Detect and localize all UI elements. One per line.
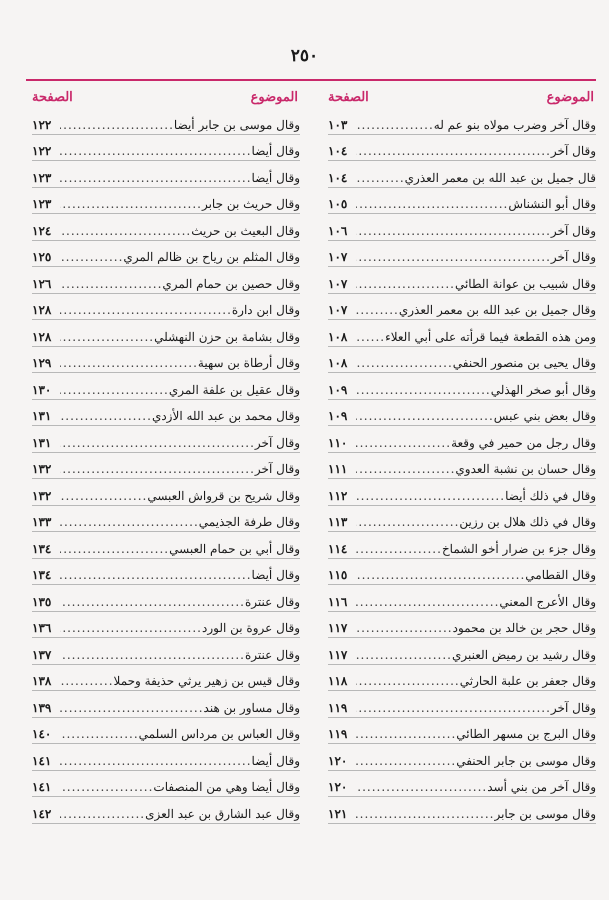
- entry-title: وقال آخر: [550, 223, 596, 238]
- toc-entry: [328, 294, 596, 321]
- toc-entry: [32, 453, 300, 480]
- entry-page-number: ١٣٨: [32, 674, 52, 688]
- entry-page-number: ١٢٤: [32, 223, 52, 238]
- dot-leader: [356, 754, 456, 770]
- entry-page-number: ١٤١: [32, 780, 52, 794]
- entry-page-number: ١١٩: [328, 700, 348, 715]
- entry-title: وقال المثلم بن رياح بن ظالم المري: [123, 250, 300, 264]
- entry-title: وقال أرطاة بن سهية: [197, 356, 300, 370]
- dot-leader: [356, 648, 452, 664]
- entry-page-number: ١٣٤: [32, 568, 52, 582]
- entry-title: وقال عنترة: [244, 594, 300, 609]
- entry-title: وقال حريث بن جابر: [201, 197, 300, 211]
- entry-title: وقال عبد الشارق بن عبد العزى: [145, 806, 300, 821]
- entry-title: وقال ابن دارة: [231, 303, 300, 317]
- toc-entry: [328, 665, 596, 692]
- entry-title: وقال آخر من بني أسد: [487, 780, 596, 794]
- topic-header: الموضوع: [546, 89, 594, 105]
- entry-page-number: ١٢٠: [328, 780, 348, 794]
- dot-leader: [60, 356, 198, 372]
- dot-leader: [60, 303, 232, 319]
- toc-entry: [32, 188, 300, 215]
- entry-title: وقال أيضا: [251, 144, 300, 158]
- entry-page-number: ١٤٢: [32, 806, 52, 821]
- entry-title: وقال آخر: [254, 462, 300, 476]
- dot-leader: [356, 621, 453, 637]
- entry-title: وقال جعفر بن علبة الحارثي: [459, 674, 596, 688]
- entry-title: وقال موسى بن جابر أيضا: [173, 117, 300, 132]
- toc-column-right: [328, 86, 596, 824]
- toc-entry: [32, 585, 300, 612]
- toc-entry: [32, 347, 300, 374]
- entry-page-number: ١٣١: [32, 435, 52, 450]
- toc-entry: [328, 188, 596, 215]
- entry-page-number: ١٠٤: [328, 170, 348, 185]
- toc-entry: [32, 744, 300, 771]
- dot-leader: [60, 118, 174, 134]
- entry-page-number: ١٣٧: [32, 647, 52, 662]
- toc-entry: [328, 426, 596, 453]
- page-header: الصفحة: [328, 89, 369, 105]
- entry-page-number: ١١٠: [328, 435, 348, 450]
- entry-title: قال جميل بن عبد الله بن معمر العذري: [404, 170, 596, 185]
- entry-page-number: ١٢٣: [32, 197, 52, 211]
- entry-page-number: ١٠٩: [328, 409, 348, 423]
- dot-leader: [356, 674, 460, 690]
- dot-leader: [60, 595, 245, 611]
- entry-page-number: ١٣٩: [32, 700, 52, 715]
- toc-entry: [328, 771, 596, 798]
- toc-entry: [328, 453, 596, 480]
- toc-entry: [328, 320, 596, 347]
- toc-entry: [328, 479, 596, 506]
- toc-entry: [328, 267, 596, 294]
- dot-leader: [356, 436, 451, 452]
- dot-leader: [356, 701, 551, 717]
- dot-leader: [356, 515, 459, 531]
- entry-title: وقال يحيى بن منصور الحنفي: [452, 356, 596, 370]
- entry-title: وقال آخر: [550, 250, 596, 264]
- toc-entry: [328, 532, 596, 559]
- page-header: الصفحة: [32, 89, 73, 105]
- entry-page-number: ١٣٣: [32, 515, 52, 529]
- toc-entry: [32, 267, 300, 294]
- entry-page-number: ١٣٠: [32, 382, 52, 397]
- dot-leader: [356, 383, 491, 399]
- entry-page-number: ١٢٨: [32, 329, 52, 344]
- toc-entry: [32, 559, 300, 586]
- entry-page-number: ١٤٠: [32, 727, 52, 741]
- dot-leader: [356, 780, 487, 796]
- toc-entry: [32, 241, 300, 268]
- toc-entry: [328, 797, 596, 824]
- entry-page-number: ١١١: [328, 462, 348, 476]
- entry-page-number: ١٠٧: [328, 303, 348, 317]
- toc-entry: [328, 347, 596, 374]
- toc-entry: [328, 161, 596, 188]
- entry-title: وقال أيضا: [251, 753, 300, 768]
- toc-entry: [328, 108, 596, 135]
- entry-page-number: ١٢٦: [32, 276, 52, 291]
- entry-page-number: ١١٢: [328, 488, 348, 503]
- entry-title: وقال شريح بن قرواش العبسي: [147, 488, 300, 503]
- toc-entry: [328, 214, 596, 241]
- entry-page-number: ١١٥: [328, 568, 348, 582]
- toc-entry: [32, 294, 300, 321]
- entry-page-number: ١٢٩: [32, 356, 52, 370]
- dot-leader: [356, 118, 434, 134]
- entry-title: وقال جزء بن ضرار أخو الشماخ: [441, 541, 596, 556]
- toc-entry: [328, 744, 596, 771]
- entry-page-number: ١٢٠: [328, 753, 348, 768]
- entry-page-number: ١٢١: [328, 806, 348, 821]
- dot-leader: [356, 224, 551, 240]
- entry-title: وقال عروة بن الورد: [201, 621, 300, 635]
- dot-leader: [60, 409, 152, 425]
- entry-page-number: ١٠٧: [328, 276, 348, 291]
- entry-title: وقال قيس بن زهير يرثي حذيفة وحملا: [113, 674, 300, 688]
- entry-page-number: ١١٦: [328, 594, 348, 609]
- entry-title: وقال طرفة الجذيمي: [198, 515, 300, 529]
- dot-leader: [60, 701, 204, 717]
- dot-leader: [60, 171, 252, 187]
- toc-entry: [32, 161, 300, 188]
- entry-page-number: ١٣١: [32, 409, 52, 423]
- entry-page-number: ١٠٦: [328, 223, 348, 238]
- toc-entry: [32, 612, 300, 639]
- toc-entry: [32, 691, 300, 718]
- toc-entry: [32, 797, 300, 824]
- entry-page-number: ١١٤: [328, 541, 348, 556]
- dot-leader: [60, 754, 252, 770]
- dot-leader: [356, 462, 455, 478]
- dot-leader: [60, 489, 147, 505]
- entry-title: وقال آخر: [254, 435, 300, 450]
- dot-leader: [356, 330, 385, 346]
- dot-leader: [356, 542, 442, 558]
- toc-entry: [328, 691, 596, 718]
- dot-leader: [60, 250, 123, 266]
- dot-leader: [60, 780, 153, 796]
- entry-title: وقال بعض بني عبس: [493, 409, 596, 423]
- entry-title: وقال مساور بن هند: [203, 700, 300, 715]
- dot-leader: [356, 250, 551, 266]
- dot-leader: [60, 144, 252, 160]
- entry-title: وقال عنترة: [244, 647, 300, 662]
- entry-page-number: ١١٩: [328, 727, 348, 741]
- entry-title: ومن هذه القطعة فيما قرأته على أبي العلاء: [385, 329, 596, 344]
- entry-title: وقال آخر وضرب مولاه بنو عم له: [433, 117, 596, 132]
- entry-title: وقال موسى بن جابر: [494, 806, 596, 821]
- entry-title: وقال العباس بن مرداس السلمي: [138, 727, 300, 741]
- dot-leader: [60, 277, 162, 293]
- dot-leader: [356, 807, 494, 823]
- dot-leader: [356, 727, 456, 743]
- entry-title: وقال الأعرج المعني: [499, 594, 596, 609]
- toc-entry: [32, 135, 300, 162]
- toc-entry: [32, 532, 300, 559]
- entry-title: وقال أيضا: [251, 170, 300, 185]
- toc-entry: [32, 665, 300, 692]
- entry-page-number: ١٢٣: [32, 170, 52, 185]
- dot-leader: [356, 356, 453, 372]
- entry-page-number: ١١٨: [328, 674, 348, 688]
- entry-page-number: ١٣٤: [32, 541, 52, 556]
- topic-header: الموضوع: [250, 89, 298, 105]
- entry-page-number: ١٠٩: [328, 382, 348, 397]
- entry-title: وقال أيضا: [251, 568, 300, 582]
- dot-leader: [356, 409, 494, 425]
- toc-entry: [32, 718, 300, 745]
- entry-page-number: ١١٣: [328, 515, 348, 529]
- entry-title: وقال البعيث بن حريث: [191, 223, 300, 238]
- toc-entry: [328, 612, 596, 639]
- toc-entry: [32, 506, 300, 533]
- entry-title: وقال أبو النشناش: [508, 197, 596, 211]
- toc-entry: [328, 373, 596, 400]
- entry-page-number: ١١٧: [328, 647, 348, 662]
- entry-page-number: ١٠٨: [328, 329, 348, 344]
- entry-title: وقال جميل بن عبد الله بن معمر العذري: [398, 303, 596, 317]
- toc-entry: [328, 135, 596, 162]
- entry-page-number: ١٢٥: [32, 250, 52, 264]
- entry-title: وقال أيضا وهي من المنصفات: [153, 780, 300, 794]
- page-number: ٢٥٠: [290, 46, 319, 66]
- toc-entry: [328, 241, 596, 268]
- toc-column-left: [32, 86, 300, 824]
- toc-entry: [328, 585, 596, 612]
- column-header: [32, 86, 300, 108]
- entry-page-number: ١٣٦: [32, 621, 52, 635]
- dot-leader: [356, 197, 508, 213]
- entry-title: وقال موسى بن جابر الحنفي: [456, 753, 596, 768]
- dot-leader: [356, 489, 505, 505]
- toc-entry: [32, 373, 300, 400]
- toc-entry: [32, 771, 300, 798]
- toc-entry: [32, 214, 300, 241]
- dot-leader: [60, 224, 191, 240]
- toc-entry: [32, 426, 300, 453]
- entry-title: وقال حسان بن نشبة العدوي: [455, 462, 596, 476]
- column-header: [328, 86, 596, 108]
- entry-page-number: ١٤١: [32, 753, 52, 768]
- entry-page-number: ١٢٢: [32, 117, 52, 132]
- dot-leader: [60, 383, 169, 399]
- entry-title: وقال أبي بن حمام العبسي: [169, 541, 300, 556]
- entry-title: وقال آخر: [550, 144, 596, 158]
- dot-leader: [356, 171, 405, 187]
- dot-leader: [60, 568, 252, 584]
- toc-entry: [328, 718, 596, 745]
- entry-page-number: ١٣٢: [32, 462, 52, 476]
- entry-page-number: ١٣٢: [32, 488, 52, 503]
- entry-page-number: ١٠٨: [328, 356, 348, 370]
- dot-leader: [356, 595, 499, 611]
- entry-title: وقال في ذلك هلال بن رزين: [459, 515, 596, 529]
- entry-page-number: ١٣٥: [32, 594, 52, 609]
- entry-title: وقال عقيل بن علفة المري: [168, 382, 300, 397]
- entry-title: وقال بشامة بن حزن النهشلي: [154, 329, 300, 344]
- dot-leader: [356, 303, 399, 319]
- toc-entry: [328, 638, 596, 665]
- dot-leader: [356, 568, 525, 584]
- toc-entry: [32, 400, 300, 427]
- entry-title: وقال حجر بن خالد بن محمود: [452, 621, 596, 635]
- dot-leader: [60, 436, 255, 452]
- entry-title: وقال آخر: [550, 700, 596, 715]
- entry-title: وقال حصين بن حمام المري: [162, 276, 300, 291]
- entry-title: وقال البرج بن مسهر الطائي: [456, 727, 596, 741]
- entry-page-number: ١٠٤: [328, 144, 348, 158]
- dot-leader: [60, 727, 139, 743]
- entry-title: وقال شبيب بن عوانة الطائي: [454, 276, 596, 291]
- dot-leader: [60, 621, 202, 637]
- dot-leader: [60, 462, 255, 478]
- header-rule: [26, 79, 596, 81]
- toc-entry: [32, 320, 300, 347]
- toc-entry: [32, 479, 300, 506]
- entry-page-number: ١٠٧: [328, 250, 348, 264]
- entry-title: وقال القطامي: [525, 568, 596, 582]
- toc-entry: [328, 400, 596, 427]
- dot-leader: [60, 515, 199, 531]
- dot-leader: [60, 674, 114, 690]
- entry-title: وقال في ذلك أيضا: [505, 488, 596, 503]
- dot-leader: [60, 330, 154, 346]
- entry-title: وقال محمد بن عبد الله الأزدي: [151, 409, 300, 423]
- entry-title: وقال رشيد بن رميض العنبري: [452, 647, 596, 662]
- dot-leader: [60, 542, 169, 558]
- toc-entry: [32, 638, 300, 665]
- dot-leader: [356, 277, 455, 293]
- entry-title: وقال رجل من حمير في وقعة: [451, 435, 596, 450]
- dot-leader: [60, 807, 145, 823]
- entry-page-number: ١٢٢: [32, 144, 52, 158]
- toc-entry: [328, 559, 596, 586]
- entry-title: وقال أبو صخر الهذلي: [490, 382, 596, 397]
- entry-page-number: ١٠٥: [328, 197, 348, 211]
- dot-leader: [356, 144, 551, 160]
- entry-page-number: ١٢٨: [32, 303, 52, 317]
- dot-leader: [60, 648, 245, 664]
- entry-page-number: ١١٧: [328, 621, 348, 635]
- dot-leader: [60, 197, 202, 213]
- toc-entry: [328, 506, 596, 533]
- toc-entry: [32, 108, 300, 135]
- entry-page-number: ١٠٣: [328, 117, 348, 132]
